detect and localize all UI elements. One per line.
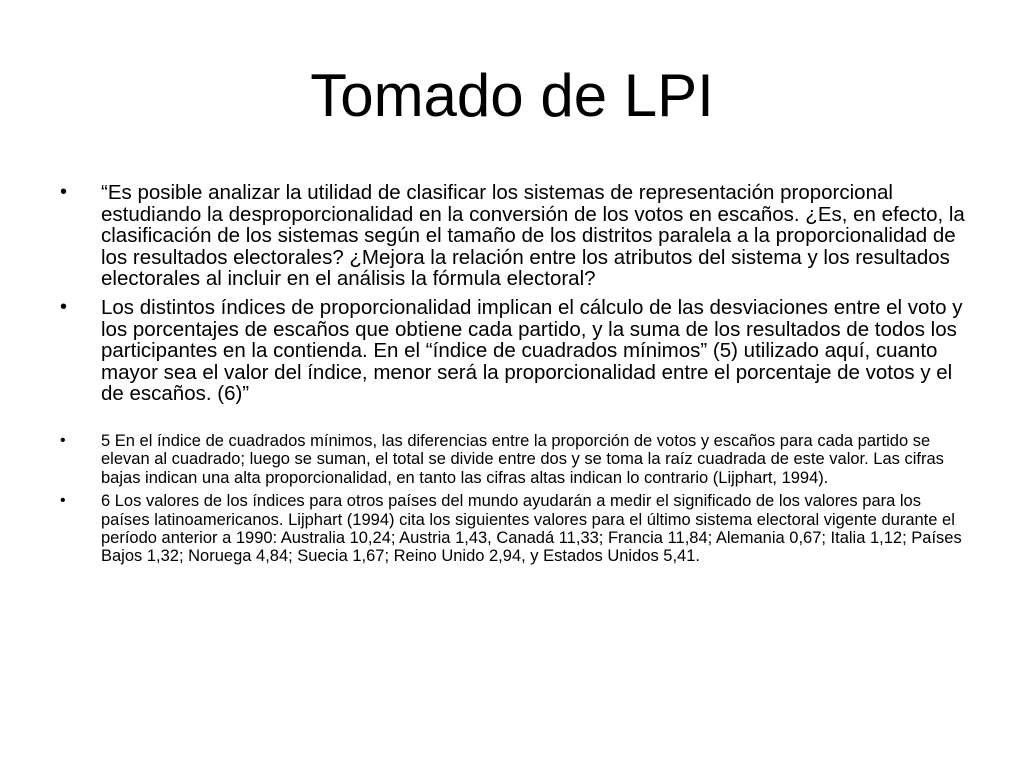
bullet-icon: • bbox=[60, 181, 68, 203]
spacer bbox=[60, 412, 970, 432]
bullet-text: Los distintos índices de proporcionalidad implican el cálculo de las desviaciones entre el voto y los porcentajes de escaños que obtiene cada partido, y la suma de los resultados de todos los participantes en la contienda. En el “índice de cuadrados mínimos” (5) utilizado aquí, cuanto mayor sea el valor del índice, menor será la proporcionalidad entre el porcentaje de votos y el de escaños. (6)” bbox=[101, 295, 963, 406]
footnote-item bbox=[60, 492, 970, 566]
bullet-icon: • bbox=[60, 431, 66, 449]
footnote-item bbox=[60, 432, 970, 487]
bullet-icon: • bbox=[60, 295, 68, 318]
footnote-text: 6 Los valores de los índices para otros países del mundo ayudarán a medir el significado de los valores para los países latinoamericanos. Lijphart (1994) cita los siguientes valores para el último sistema electoral vigente durante el período anterior a 1990: Australia 10,24; Austria 1,43, Canadá 11,33; Francia 11,84; Alemania 0,67; Italia 1,12; Países Bajos 1,32; Noruega 4,84; Suecia 1,67; Reino Unido 2,94, y Estados Unidos 5,41. bbox=[101, 492, 962, 566]
bullet-text: “Es posible analizar la utilidad de clasificar los sistemas de representación proporcional estudiando la desproporcionalidad en la conversión de los votos en escaños. ¿Es, en efecto, la clasificación de los sistemas según el tamaño de los distritos paralela a la proporcionalidad de los resultados electorales? ¿Mejora la relación entre los atributos del sistema y los resultados electorales al incluir en el análisis la fórmula electoral? bbox=[101, 181, 965, 291]
bullet-icon: • bbox=[60, 492, 66, 510]
bullet-item bbox=[60, 182, 970, 290]
slide-title: Tomado de LPI bbox=[310, 62, 714, 129]
slide-body bbox=[60, 182, 970, 571]
footnote-text: 5 En el índice de cuadrados mínimos, las diferencias entre la proporción de votos y escaños para cada partido se elevan al cuadrado; luego se suman, el total se divide entre dos y se toma la raíz cuadrada de este valor. Las cifras bajas indican una alta proporcionalidad, en tanto las cifras altas indican lo contrario (Lijphart, 1994). bbox=[101, 431, 944, 487]
bullet-item bbox=[60, 297, 970, 405]
